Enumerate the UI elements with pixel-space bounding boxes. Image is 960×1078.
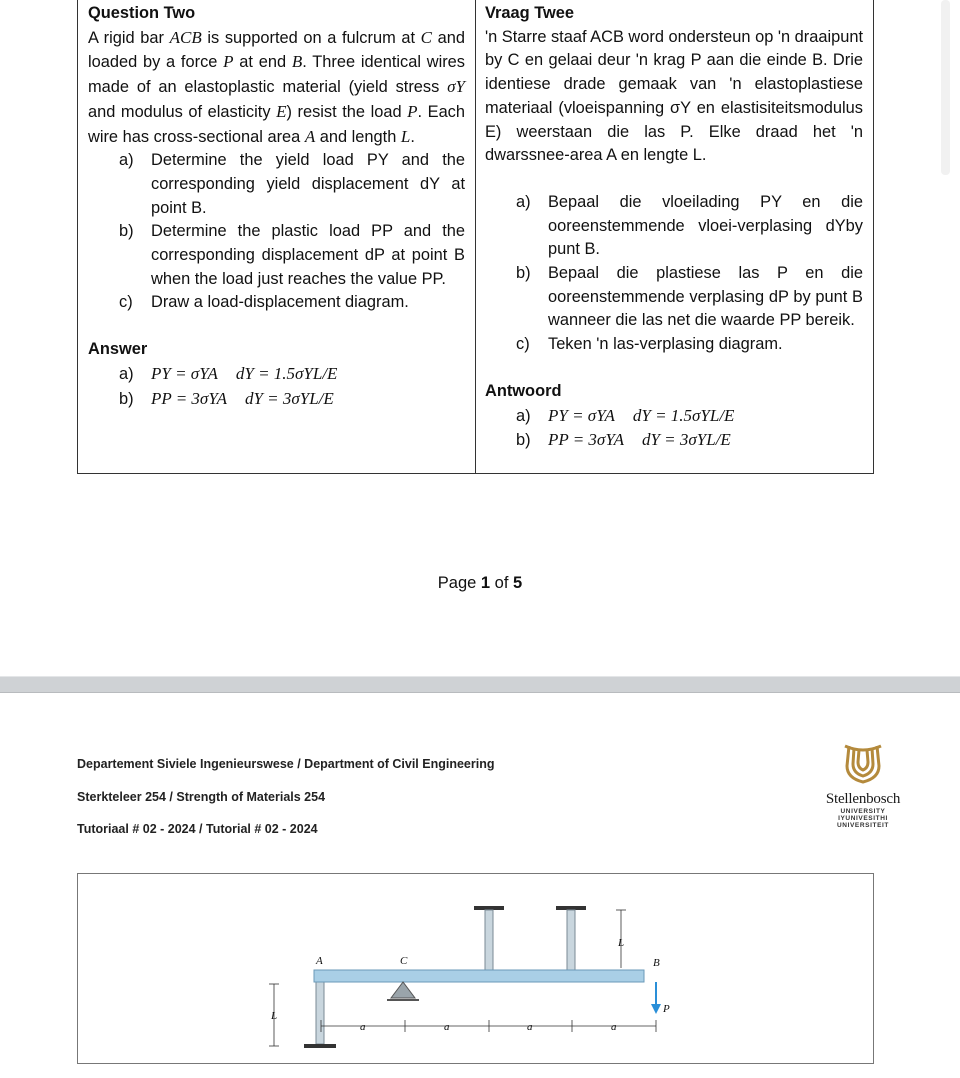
body-text: at end [233, 53, 292, 72]
page-total: 5 [513, 574, 523, 592]
body-text: is supported on a fulcrum at [201, 28, 421, 47]
page-separator [0, 676, 960, 693]
math-bar: ACB [169, 27, 202, 47]
math-force: P [407, 101, 418, 121]
body-text: . Three identical wires made of an elastoplastic material (yield stress [88, 53, 465, 97]
question-table [77, 0, 874, 474]
answer-equation: PP = 3σYA [548, 430, 624, 450]
label-dimension-a: a [360, 1021, 366, 1033]
math-modulus: E [276, 101, 287, 121]
answer-line [485, 428, 863, 453]
part-text: Bepaal die plastiese las P en die ooreenstemmende verplasing dP by punt B wanneer die las net die waarde PP bereik. [548, 264, 863, 330]
university-logo [818, 742, 908, 829]
label-l-left: L [271, 1010, 278, 1022]
question-body [88, 26, 465, 150]
logo-line-2: IYUNIVESITHI [838, 815, 888, 822]
rigid-bar [314, 970, 644, 982]
math-area: A [304, 126, 316, 146]
label-a-point: A [316, 955, 323, 967]
list-item [485, 262, 863, 333]
answer-equation: PY = σYA [548, 405, 615, 425]
question-parts [88, 149, 465, 315]
answer-equation: dY = 3σYL/E [641, 430, 731, 450]
figure-frame [77, 873, 874, 1064]
answer-label: a) [119, 364, 134, 383]
list-item [88, 291, 465, 315]
question-parts [485, 191, 863, 357]
question-title: Vraag Twee [485, 4, 574, 22]
answer-equation: dY = 1.5σYL/E [235, 363, 338, 383]
label-c-point: C [400, 955, 408, 967]
part-label: c) [516, 335, 530, 354]
answer-equation: dY = 1.5σYL/E [632, 405, 735, 425]
list-item [485, 333, 863, 357]
question-body: 'n Starre staaf ACB word ondersteun op 'n draaipunt by C en gelaai deur 'n krag P aan die einde B. Drie identiese drade gemaak van 'n elastoplastiese materiaal (vloeispanning σY en elastisiteitsmodulus E) weerstaan die las P. Elke draad het 'n dwarssnee-area A en lengte L. [485, 27, 864, 165]
math-end: B [291, 52, 303, 72]
logo-line-1: UNIVERSITY [840, 808, 886, 815]
department-header: Departement Siviele Ingenieurswese / Department of Civil Engineering [77, 757, 495, 771]
load-arrow-head [651, 1004, 661, 1014]
stellenbosch-crest-icon [841, 742, 885, 784]
body-text: and modulus of elasticity [88, 102, 277, 121]
part-label: b) [119, 222, 134, 241]
answer-title: Antwoord [485, 381, 562, 400]
wire [485, 910, 493, 970]
body-text: . Each wire has cross-sectional area [88, 102, 465, 146]
answer-title: Answer [88, 340, 148, 359]
label-dimension-a: a [444, 1021, 450, 1033]
answer-equation: dY = 3σYL/E [244, 388, 334, 408]
body-text: and loaded by a force [88, 28, 465, 72]
label-l-right: L [618, 937, 625, 949]
answer-label: a) [516, 406, 531, 425]
body-text: A rigid bar [88, 28, 170, 47]
answer-line [88, 387, 465, 412]
floor-support [304, 1044, 336, 1048]
part-label: a) [516, 192, 531, 211]
answer-line [485, 404, 863, 429]
ceiling-support [556, 906, 586, 910]
scrollbar-track[interactable] [941, 0, 950, 175]
label-p-force: P [663, 1003, 670, 1015]
list-item [485, 191, 863, 262]
course-header: Sterkteleer 254 / Strength of Materials 254 [77, 790, 326, 804]
part-text: Draw a load-displacement diagram. [151, 293, 409, 312]
part-label: b) [516, 264, 531, 283]
list-item [88, 220, 465, 291]
answer-equation: PP = 3σYA [151, 388, 227, 408]
page-prefix: Page [437, 574, 481, 592]
label-dimension-a: a [611, 1021, 617, 1033]
part-text: Teken 'n las-verplasing diagram. [548, 335, 783, 354]
fulcrum-support [391, 982, 415, 998]
math-length: L [400, 126, 411, 146]
rigid-bar-diagram [78, 874, 875, 1065]
answer-label: b) [119, 389, 134, 408]
math-sigma: σY [447, 77, 465, 97]
answer-label: b) [516, 431, 531, 450]
answer-line [88, 362, 465, 387]
part-text: Bepaal die vloeilading PY en die ooreenstemmende vloei-verplasing dYby punt B. [548, 192, 863, 259]
part-text: Determine the plastic load PP and the corresponding displacement dP at point B when the load just reaches the value PP. [151, 222, 465, 288]
wire [316, 982, 324, 1044]
part-label: a) [119, 151, 134, 170]
logo-name: Stellenbosch [825, 791, 901, 807]
ceiling-support [474, 906, 504, 910]
english-column [78, 0, 476, 473]
tutorial-header: Tutoriaal # 02 - 2024 / Tutorial # 02 - 2024 [77, 822, 318, 836]
afrikaans-column [476, 0, 873, 473]
answer-equation: PY = σYA [151, 363, 218, 383]
wire [567, 910, 575, 970]
math-fulcrum: C [420, 27, 433, 47]
body-text: . [410, 127, 415, 146]
math-force: P [223, 52, 234, 72]
label-b-point: B [653, 957, 660, 969]
part-label: c) [119, 293, 133, 312]
part-text: Determine the yield load PY and the corresponding yield displacement dY at point B. [151, 151, 465, 217]
logo-line-3: UNIVERSITEIT [837, 822, 889, 829]
page-middle: of [490, 574, 514, 592]
label-dimension-a: a [527, 1021, 533, 1033]
body-text: ) resist the load [286, 102, 408, 121]
page-number [0, 574, 960, 593]
page-current: 1 [480, 574, 491, 592]
question-title: Question Two [88, 4, 196, 22]
body-text: and length [315, 127, 401, 146]
list-item [88, 149, 465, 220]
